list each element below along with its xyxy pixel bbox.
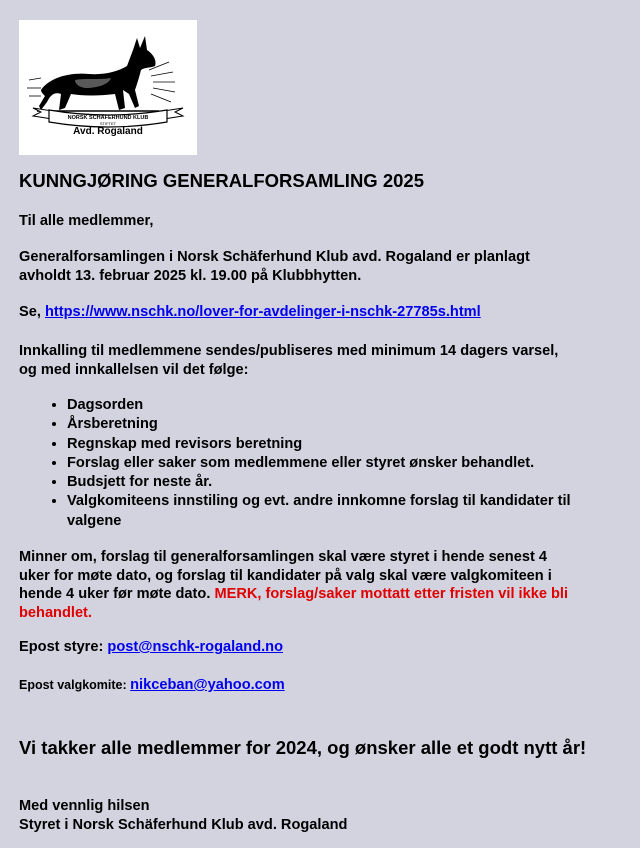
new-year-thanks: Vi takker alle medlemmer for 2024, og ønsker alle et godt nytt år! [19, 737, 587, 758]
reminder-line-1: Minner om, forslag til generalforsamlingen skal være styret i hende senest 4 [19, 549, 547, 565]
notice-line-1: Innkalling til medlemmene sendes/publiseres med minimum 14 dagers varsel, [19, 343, 559, 359]
committee-email-link[interactable]: nikceban@yahoo.com [130, 677, 285, 693]
agenda-list [19, 396, 627, 531]
club-logo [19, 20, 197, 155]
signoff-line-1: Med vennlig hilsen [19, 798, 150, 814]
logo-banner-line2: STIFTET [99, 121, 117, 126]
bylaws-link[interactable]: https://www.nschk.no/lover-for-avdelinger-i-nschk-27785s.html [44, 304, 481, 320]
intro-line-2: avholdt 13. februar 2025 kl. 19.00 på Klubbhytten. [19, 267, 362, 284]
signoff-line-2: Styret i Norsk Schäferhund Klub avd. Rogaland [19, 816, 348, 833]
notice-line-2: og med innkallelsen vil det følge: [19, 361, 249, 378]
reminder-line-3 [19, 585, 629, 604]
board-email-link[interactable]: post@nschk-rogaland.no [107, 639, 283, 655]
see-paragraph [19, 303, 481, 322]
see-prefix: Se, [19, 304, 45, 320]
reminder-paragraph [19, 548, 629, 622]
signoff [19, 797, 619, 834]
committee-email-line [19, 676, 285, 695]
agenda-item: • Budsjett for neste år. [67, 473, 627, 492]
page-title: KUNNGJØRING GENERALFORSAMLING 2025 [19, 170, 424, 191]
reminder-line-3-plain: hende 4 uker før møte dato. [19, 586, 215, 602]
board-email-label: Epost styre: [19, 639, 108, 655]
agenda-item: • Valgkomiteens innstiling og evt. andre innkomne forslag til kandidater til valgene [67, 492, 627, 531]
greeting: Til alle medlemmer, [19, 213, 154, 229]
reminder-line-2: uker for møte dato, og forslag til kandidater på valg skal være valgkomiteen i [19, 567, 552, 584]
logo-caption: Avd. Rogaland [73, 126, 143, 137]
deadline-warning-end: behandlet. [19, 604, 92, 621]
intro-line-1: Generalforsamlingen i Norsk Schäferhund Klub avd. Rogaland er planlagt [19, 249, 530, 265]
logo-banner-line1: NORSK SCHÄFERHUND KLUB [67, 115, 149, 121]
notice-paragraph [19, 342, 629, 379]
committee-email-label: Epost valgkomite: [19, 678, 131, 692]
agenda-item: • Dagsorden [67, 396, 627, 415]
agenda-item: • Regnskap med revisors beretning [67, 435, 627, 454]
intro-paragraph [19, 248, 619, 285]
deadline-warning: MERK, forslag/saker mottatt etter fristen vil ikke bli [214, 586, 569, 602]
agenda-item: • Forslag eller saker som medlemmene eller styret ønsker behandlet. [67, 454, 627, 473]
agenda-item: • Årsberetning [67, 415, 627, 434]
board-email-line [19, 638, 283, 657]
